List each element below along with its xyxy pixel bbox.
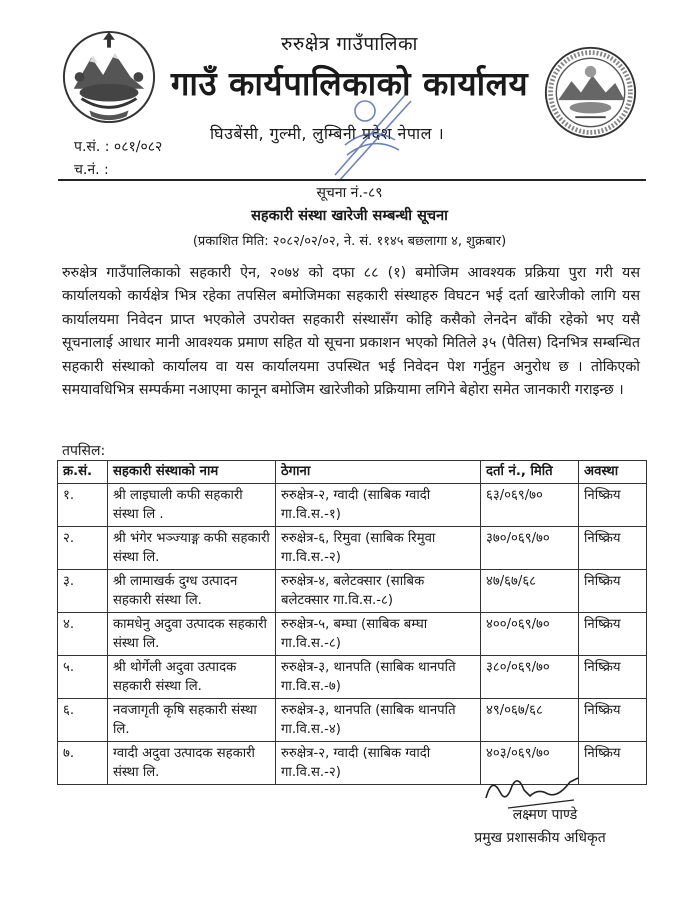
cell-serial: ४. xyxy=(58,613,108,656)
cell-serial: २. xyxy=(58,527,108,570)
header-serial: क्र.सं. xyxy=(58,461,108,484)
table-row xyxy=(58,613,647,656)
dispatch-number: च.नं. : xyxy=(74,162,109,178)
cooperative-table xyxy=(57,460,647,785)
cell-registration: ३८०/०६९/७० xyxy=(481,656,579,699)
cell-status: निष्क्रिय xyxy=(579,527,647,570)
cell-registration: ३७०/०६९/७० xyxy=(481,527,579,570)
header-divider xyxy=(58,179,646,181)
cell-name: ग्वादी अदुवा उत्पादक सहकारी संस्था लि. xyxy=(108,742,276,785)
table-row xyxy=(58,656,647,699)
table-caption: तपसिल: xyxy=(62,443,106,459)
publication-date: (प्रकाशित मिति: २०८२/०२/०२, ने. सं. ११४५ बछलागा ४, शुक्रबार) xyxy=(192,234,507,249)
cell-name: श्री भंगेर भञ्ज्याङ्ग कफी सहकारी संस्था लि. xyxy=(108,527,276,570)
table-row xyxy=(58,484,647,527)
cell-serial: १. xyxy=(58,484,108,527)
cell-name: नवजागृती कृषि सहकारी संस्था लि. xyxy=(108,699,276,742)
cell-address: रुरुक्षेत्र-४, बलेटक्सार (साबिक बलेटक्सार गा.वि.स.-८) xyxy=(276,570,481,613)
cell-address: रुरुक्षेत्र-२, ग्वादी (साबिक ग्वादी गा.वि.स.-२) xyxy=(276,742,481,785)
cell-serial: ३. xyxy=(58,570,108,613)
cell-registration: ६३/०६९/७० xyxy=(481,484,579,527)
cell-status: निष्क्रिय xyxy=(579,613,647,656)
official-stamp xyxy=(325,85,415,185)
cell-serial: ६. xyxy=(58,699,108,742)
table-row xyxy=(58,570,647,613)
cell-status: निष्क्रिय xyxy=(579,656,647,699)
cell-registration: ४०३/०६९/७० xyxy=(481,742,579,785)
office-address: घिउबेंसी, गुल्मी, लुम्बिनी प्रदेश नेपाल । xyxy=(210,124,445,143)
cell-address: रुरुक्षेत्र-५, बम्घा (साबिक बम्घा गा.वि.स.-८) xyxy=(276,613,481,656)
header-registration: दर्ता नं., मिति xyxy=(481,461,579,484)
cell-address: रुरुक्षेत्र-३, थानपति (साबिक थानपति गा.वि.स.-७) xyxy=(276,656,481,699)
table-row xyxy=(58,527,647,570)
municipality-name: रुरुक्षेत्र गाउँपालिका xyxy=(281,33,418,55)
notice-title: सहकारी संस्था खारेजी सम्बन्धी सूचना xyxy=(251,208,448,224)
cell-serial: ५. xyxy=(58,656,108,699)
cell-address: रुरुक्षेत्र-२, ग्वादी (साबिक ग्वादी गा.वि.स.-१) xyxy=(276,484,481,527)
header-address: ठेगाना xyxy=(276,461,481,484)
table-header-row xyxy=(58,461,647,484)
signatory-designation: प्रमुख प्रशासकीय अधिकृत xyxy=(474,830,606,846)
cell-status: निष्क्रिय xyxy=(579,484,647,527)
cell-status: निष्क्रिय xyxy=(579,699,647,742)
cell-address: रुरुक्षेत्र-३, थानपति (साबिक थानपति गा.वि.स.-४) xyxy=(276,699,481,742)
notice-number: सूचना नं.-८९ xyxy=(316,185,383,201)
cell-name: कामधेनु अदुवा उत्पादक सहकारी संस्था लि. xyxy=(108,613,276,656)
cell-registration: ४००/०६९/७० xyxy=(481,613,579,656)
header-status: अवस्था xyxy=(579,461,647,484)
cell-status: निष्क्रिय xyxy=(579,742,647,785)
cell-name: श्री थोर्गेली अदुवा उत्पादक सहकारी संस्था लि. xyxy=(108,656,276,699)
table-row xyxy=(58,699,647,742)
cell-name: श्री लाइघाली कफी सहकारी संस्था लि . xyxy=(108,484,276,527)
office-name: गाउँ कार्यपालिकाको कार्यालय xyxy=(170,64,529,103)
cell-status: निष्क्रिय xyxy=(579,570,647,613)
header-name: सहकारी संस्थाको नाम xyxy=(108,461,276,484)
signatory-name: लक्ष्मण पाण्डे xyxy=(512,807,578,823)
notice-body: रुरुक्षेत्र गाउँपालिकाको सहकारी ऐन, २०७४ को दफा ८८ (१) बमोजिम आवश्यक प्रक्रिया पुरा गरी यस कार्यालयको कार्यक्षेत्र भित्र रहेका तपसिल बमोजिमका सहकारी संस्थाहरु विघटन भई दर्ता खारेजीको लागि यस कार्यालयमा निवेदन प्राप्त भएकोले उपरोक्त सहकारी संस्थासँग कोहि कसैको लेनदेन बाँकी रहेको भए यसै सूचनालाई आधार मानी आवश्यक प्रमाण सहित यो सूचना प्रकाशन भएको मितिले ३५ (पैतिस) दिनभित्र सम्बन्धित सहकारी संस्थाको कार्यालय वा यस कार्यालयमा उपस्थित भई निवेदन पेश गर्नुहुन अनुरोध छ । तोकिएको समयावधिभित्र सम्पर्कमा नआएमा कानून बमोजिम खारेजीको प्रक्रियामा लगिने बेहोरा समेत जानकारी गराइन्छ । xyxy=(62,265,640,399)
cell-address: रुरुक्षेत्र-६, रिमुवा (साबिक रिमुवा गा.वि.स.-२) xyxy=(276,527,481,570)
cell-name: श्री लामाखर्क दुग्ध उत्पादन सहकारी संस्था लि. xyxy=(108,570,276,613)
cell-registration: ४७/६७/६८ xyxy=(481,570,579,613)
cell-serial: ७. xyxy=(58,742,108,785)
cell-registration: ४९/०६७/६८ xyxy=(481,699,579,742)
reference-number: प.सं. : ०८१/०८२ xyxy=(74,139,163,155)
